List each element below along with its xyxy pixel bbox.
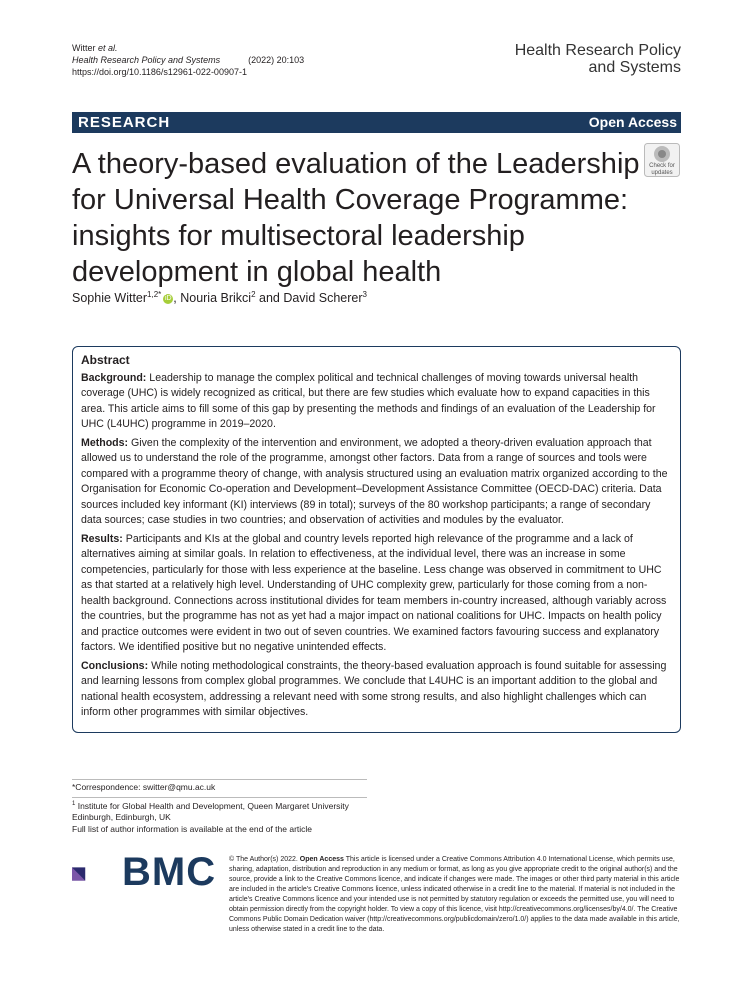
license-open-access: Open Access xyxy=(299,856,344,863)
abstract-box xyxy=(72,346,681,733)
author-2-sup: 2 xyxy=(251,290,256,299)
bmc-logo-text: BMC xyxy=(122,850,217,894)
footnote-divider-2 xyxy=(72,797,367,798)
footnote-divider xyxy=(72,779,367,780)
full-list-note: Full list of author information is available at the end of the article xyxy=(72,823,313,834)
conclusions-text: While noting methodological constraints, the theory-based evaluation approach is found suitable for assessing and learning lessons from complex global programmes. We conclude that L4UHC is an important addition to the global and national health ecosystem, addressing a relevant need with some strong results, and also highlight challenges which can inform other programmes with similar objectives. xyxy=(81,659,667,718)
brand-line-2: and Systems xyxy=(588,59,681,76)
author-1[interactable]: Sophie Witter xyxy=(72,291,148,306)
author-etal: et al. xyxy=(98,43,118,53)
brand-line-1: Health Research Policy xyxy=(514,42,681,59)
author-3[interactable]: and David Scherer xyxy=(255,291,363,306)
affiliation-block xyxy=(72,799,372,835)
abstract-methods xyxy=(81,436,672,529)
orcid-icon[interactable]: iD xyxy=(164,294,172,302)
methods-text: Given the complexity of the intervention and environment, we adopted a theory-driven evaluation approach that allowed us to understand the role of the programme, amongst other factors. Data from a range of sources and tools were compared with a programme theory of change, with analysis structured using an evaluation matrix organized according to the Organisation for Economic Co-operation and Development–Development Assistance Committee (OECD-DAC) criteria. Data sources included key informant (KI) interviews (89 in total); surveys of the 80 workshop participants; a range of secondary data sources; case studies in two countries; and observation of activities and modules by the evaluator. xyxy=(81,436,668,526)
check-for-updates-icon[interactable] xyxy=(644,143,680,177)
journal-citation: Health Research Policy and Systems xyxy=(72,55,221,65)
section-banner xyxy=(72,112,681,133)
author-2[interactable]: , Nouria Brikci xyxy=(173,291,252,306)
author-3-sup: 3 xyxy=(362,290,367,299)
license-text xyxy=(229,855,683,935)
conclusions-label: Conclusions: xyxy=(81,659,149,672)
correspondence: *Correspondence: switter@qmu.ac.uk xyxy=(72,782,216,792)
author-list xyxy=(72,290,367,305)
year-volume: (2022) 20:103 xyxy=(248,55,305,65)
article-title: A theory-based evaluation of the Leadership for Universal Health Coverage Programme: insights for multisectoral leadership development in global health xyxy=(72,148,640,288)
results-text: Participants and KIs at the global and country levels reported high relevance of the programme and a lack of alternatives aiming at similar goals. In relation to effectiveness, at the individual level, there was an increase in some competencies, particularly for those with less experience at the baseline. Less change was observed in commitment to UHC as that started at a relatively high level. Understanding of UHC complexity grew, particularly for those coming from a non-health background. Connections across institutional divides for team members in-country increased, although variably across the countries, but the programme has not as yet had a major impact on national coalitions for UHC. Impacts on health policy and practice outcomes were evident in two out of seven countries. We examined factors favouring success and explanatory factors. We identified positive but no negative unintended effects. xyxy=(81,532,667,653)
affiliation-sup: 1 xyxy=(72,801,76,807)
abstract-results xyxy=(81,532,672,656)
methods-label: Methods: xyxy=(81,436,129,449)
results-label: Results: xyxy=(81,532,123,545)
doi-link[interactable]: https://doi.org/10.1186/s12961-022-00907-1 xyxy=(72,67,247,77)
affiliation-text: Institute for Global Health and Development, Queen Margaret University Edinburgh, Edinburgh, UK xyxy=(72,800,349,823)
bmc-logo-icon xyxy=(72,854,120,894)
background-label: Background: xyxy=(81,371,147,384)
section-label: RESEARCH xyxy=(78,114,171,131)
background-text: Leadership to manage the complex political and technical challenges of moving towards universal health coverage (UHC) is widely recognized as critical, but there are few studies which evaluate how to expand capacities in this area. This article aims to fill some of this gap by presenting the methods and findings of an evaluation of the Leadership for UHC (L4UHC) programme in 2019–2020. xyxy=(81,371,656,430)
abstract-background xyxy=(81,371,672,433)
author-short: Witter xyxy=(72,43,98,53)
author-1-sup: 1,2* xyxy=(147,290,162,299)
check-updates-line1: Check for xyxy=(649,163,675,169)
open-access-label: Open Access xyxy=(588,114,677,130)
abstract-heading: Abstract xyxy=(81,353,130,367)
check-updates-line2: updates xyxy=(651,170,673,176)
license-lead: © The Author(s) 2022. xyxy=(229,856,300,863)
abstract-conclusions xyxy=(81,659,672,721)
journal-brand xyxy=(515,42,681,76)
citation-meta xyxy=(72,42,304,78)
license-body: This article is licensed under a Creative Commons Attribution 4.0 International License, which permits use, sharing, adaptation, distribution and reproduction in any medium or format, as long as you give appropriate credit to the original author(s) and the source, provide a link to the Creative Commons licence, and indicate if changes were made. The images or other third party material in this article are included in the article's Creative Commons licence, unless indicated otherwise in a credit line to the material. If material is not included in the article's Creative Commons licence and your intended use is not permitted by statutory regulation or exceeds the permitted use, you will need to obtain permission directly from the copyright holder. To view a copy of this licence, visit http://creativecommons.org/licenses/by/4.0/. The Creative Commons Public Domain Dedication waiver (http://creativecommons.org/publicdomain/zero/1.0/) applies to the data made available in this article, unless otherwise stated in a credit line to the data. xyxy=(229,856,680,933)
